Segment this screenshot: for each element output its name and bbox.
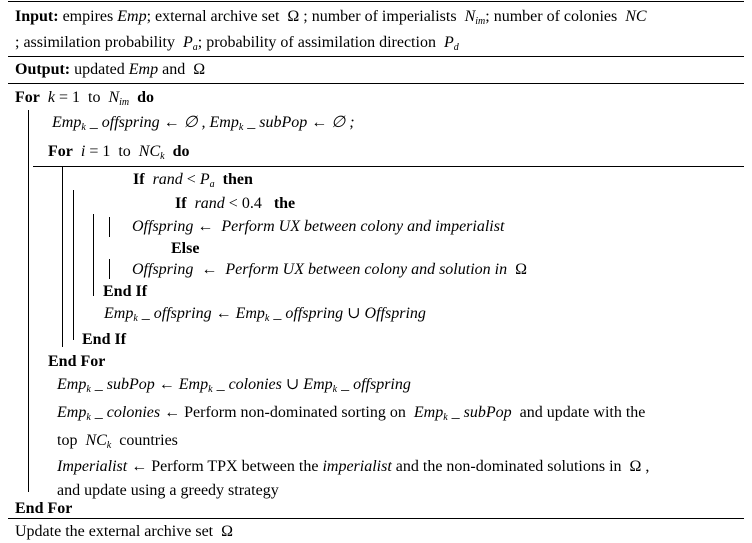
input-label: Input: — [15, 8, 59, 25]
text-segment: End For — [15, 500, 73, 517]
text-segment: Emp — [178, 376, 209, 393]
text-segment: imperialist — [322, 458, 392, 475]
subscript: k — [86, 384, 91, 395]
text-segment: For — [15, 89, 40, 106]
subscript: k — [208, 384, 213, 395]
text-segment: _ subPop — [447, 404, 512, 421]
text-segment: top — [57, 432, 86, 449]
input-line-1 — [15, 7, 647, 32]
text-segment — [187, 195, 195, 212]
input-text-2 — [15, 34, 459, 51]
text-segment: Imperialist ← — [57, 458, 148, 475]
text-segment: Emp — [57, 404, 87, 421]
inner-if-scope-bar — [93, 214, 94, 296]
subscript: k — [264, 313, 270, 324]
text-segment — [129, 89, 137, 106]
text-segment: NC — [85, 432, 107, 449]
subscript: k — [86, 412, 91, 423]
text-segment — [73, 143, 81, 160]
end-for-divider — [8, 518, 744, 519]
text-segment: Emp — [128, 61, 159, 78]
subscript: a — [209, 179, 215, 190]
text-segment: Emp — [52, 114, 82, 131]
text-segment: P — [443, 34, 454, 51]
subscript: a — [192, 42, 198, 53]
text-segment: Emp — [235, 305, 265, 322]
text-segment: ; external archive set Ω ; number of imperialists — [146, 8, 465, 25]
text-segment: = 1 to — [54, 89, 109, 106]
text-segment: _ colonies ∪ — [212, 376, 304, 393]
text-segment: _ subPop ← ∅ ; — [243, 114, 355, 131]
subscript: k — [332, 384, 338, 395]
text-segment: _ offspring — [337, 376, 411, 393]
text-segment: < — [182, 171, 200, 188]
line-sorting — [57, 403, 645, 428]
line-if-04 — [175, 194, 295, 214]
text-segment: k — [47, 89, 55, 106]
text-segment: and Ω — [158, 61, 206, 78]
text-segment: do — [172, 143, 190, 160]
text-segment: = 1 to — [85, 143, 139, 160]
subscript: k — [238, 122, 244, 133]
input-line-2 — [15, 33, 459, 58]
output-label: Output: — [15, 61, 71, 78]
text-segment: Offspring ← Perform UX between colony and imperialist — [132, 218, 505, 235]
text-segment: Emp — [209, 114, 239, 131]
subscript: d — [453, 42, 459, 53]
text-segment: and the non-dominated solutions in Ω , — [391, 458, 650, 475]
line-ux-solution — [132, 260, 527, 280]
text-segment: Update the external archive set Ω — [15, 523, 234, 540]
line-update-archive — [15, 522, 233, 542]
line-end-for-inner — [48, 352, 105, 372]
line-top-nc — [57, 431, 178, 456]
text-segment: i — [80, 143, 86, 160]
text-segment: Emp — [413, 404, 444, 421]
line-offspring-union — [104, 304, 426, 329]
inner-for-scope-bar — [62, 167, 63, 347]
text-segment: and update using a greedy strategy — [57, 482, 279, 499]
subscript: k — [81, 122, 86, 133]
output-line — [15, 60, 205, 80]
text-segment: Emp — [303, 376, 333, 393]
text-segment: If — [175, 195, 187, 212]
text-segment: Perform TPX between the — [147, 458, 323, 475]
else-branch-bar — [109, 259, 110, 279]
text-segment: Else — [171, 240, 200, 257]
subscript: k — [443, 412, 448, 423]
text-segment — [215, 171, 223, 188]
text-segment: End If — [103, 283, 148, 300]
text-segment: do — [137, 89, 155, 106]
subscript: im — [475, 16, 486, 27]
text-segment: ; assimilation probability — [15, 34, 183, 51]
text-segment: N — [464, 8, 476, 25]
line-end-for-outer — [15, 499, 72, 519]
text-segment — [145, 171, 153, 188]
text-segment: _ colonies ← — [90, 404, 181, 421]
line-if-pa — [133, 170, 253, 195]
text-segment: Emp — [104, 305, 134, 322]
text-segment: ; probability of assimilation direction — [197, 34, 444, 51]
text-segment: Emp — [117, 8, 147, 25]
output-body-divider — [8, 83, 744, 84]
outer-for-scope-bar — [28, 110, 29, 492]
text-segment: _ offspring ← ∅ , — [85, 114, 210, 131]
top-rule — [8, 1, 744, 2]
line-end-if-inner — [103, 282, 147, 302]
text-segment: Emp — [57, 376, 87, 393]
subscript: k — [106, 440, 112, 451]
text-segment: P — [182, 34, 193, 51]
text-segment: ; number of colonies — [485, 8, 626, 25]
line-else — [171, 239, 199, 259]
text-segment: NC — [625, 8, 647, 25]
line-subpop — [57, 375, 411, 400]
text-segment: < 0.4 — [224, 195, 274, 212]
text-segment: NC — [138, 143, 161, 160]
line-ux-imperialist — [132, 217, 504, 237]
text-segment: Offspring ← Perform UX between colony and solution in — [132, 261, 516, 278]
text-segment: Ω — [515, 261, 527, 278]
line-greedy — [57, 481, 279, 501]
text-segment: empires — [62, 8, 118, 25]
text-segment: N — [108, 89, 120, 106]
text-segment: P — [199, 171, 210, 188]
text-segment: _ offspring ∪ Offspring — [269, 305, 426, 322]
text-segment — [165, 143, 173, 160]
line-end-if-outer — [82, 330, 126, 350]
text-segment: For — [48, 143, 73, 160]
text-segment: the — [273, 195, 296, 212]
output-text — [74, 61, 205, 78]
subscript: k — [160, 151, 165, 162]
line-init — [52, 113, 355, 138]
text-segment: End For — [48, 353, 106, 370]
text-segment: End If — [82, 331, 127, 348]
text-segment: If — [133, 171, 145, 188]
line-tpx — [57, 457, 649, 477]
subscript: k — [133, 313, 138, 324]
line-for-i — [48, 142, 190, 167]
text-segment: countries — [111, 432, 178, 449]
text-segment: then — [222, 171, 253, 188]
subscript: im — [119, 97, 130, 108]
text-segment: and update with the — [511, 404, 646, 421]
text-segment: updated — [74, 61, 129, 78]
text-segment: rand — [194, 195, 225, 212]
text-segment: _ offspring ← — [137, 305, 236, 322]
text-segment — [40, 89, 48, 106]
then-branch-bar — [109, 217, 110, 237]
input-text-1 — [63, 8, 647, 25]
outer-if-scope-bar — [73, 190, 74, 340]
line-for-k — [15, 88, 154, 113]
text-segment: rand — [152, 171, 183, 188]
text-segment: _ subPop ← — [90, 376, 179, 393]
text-segment: Perform non-dominated sorting on — [180, 404, 414, 421]
